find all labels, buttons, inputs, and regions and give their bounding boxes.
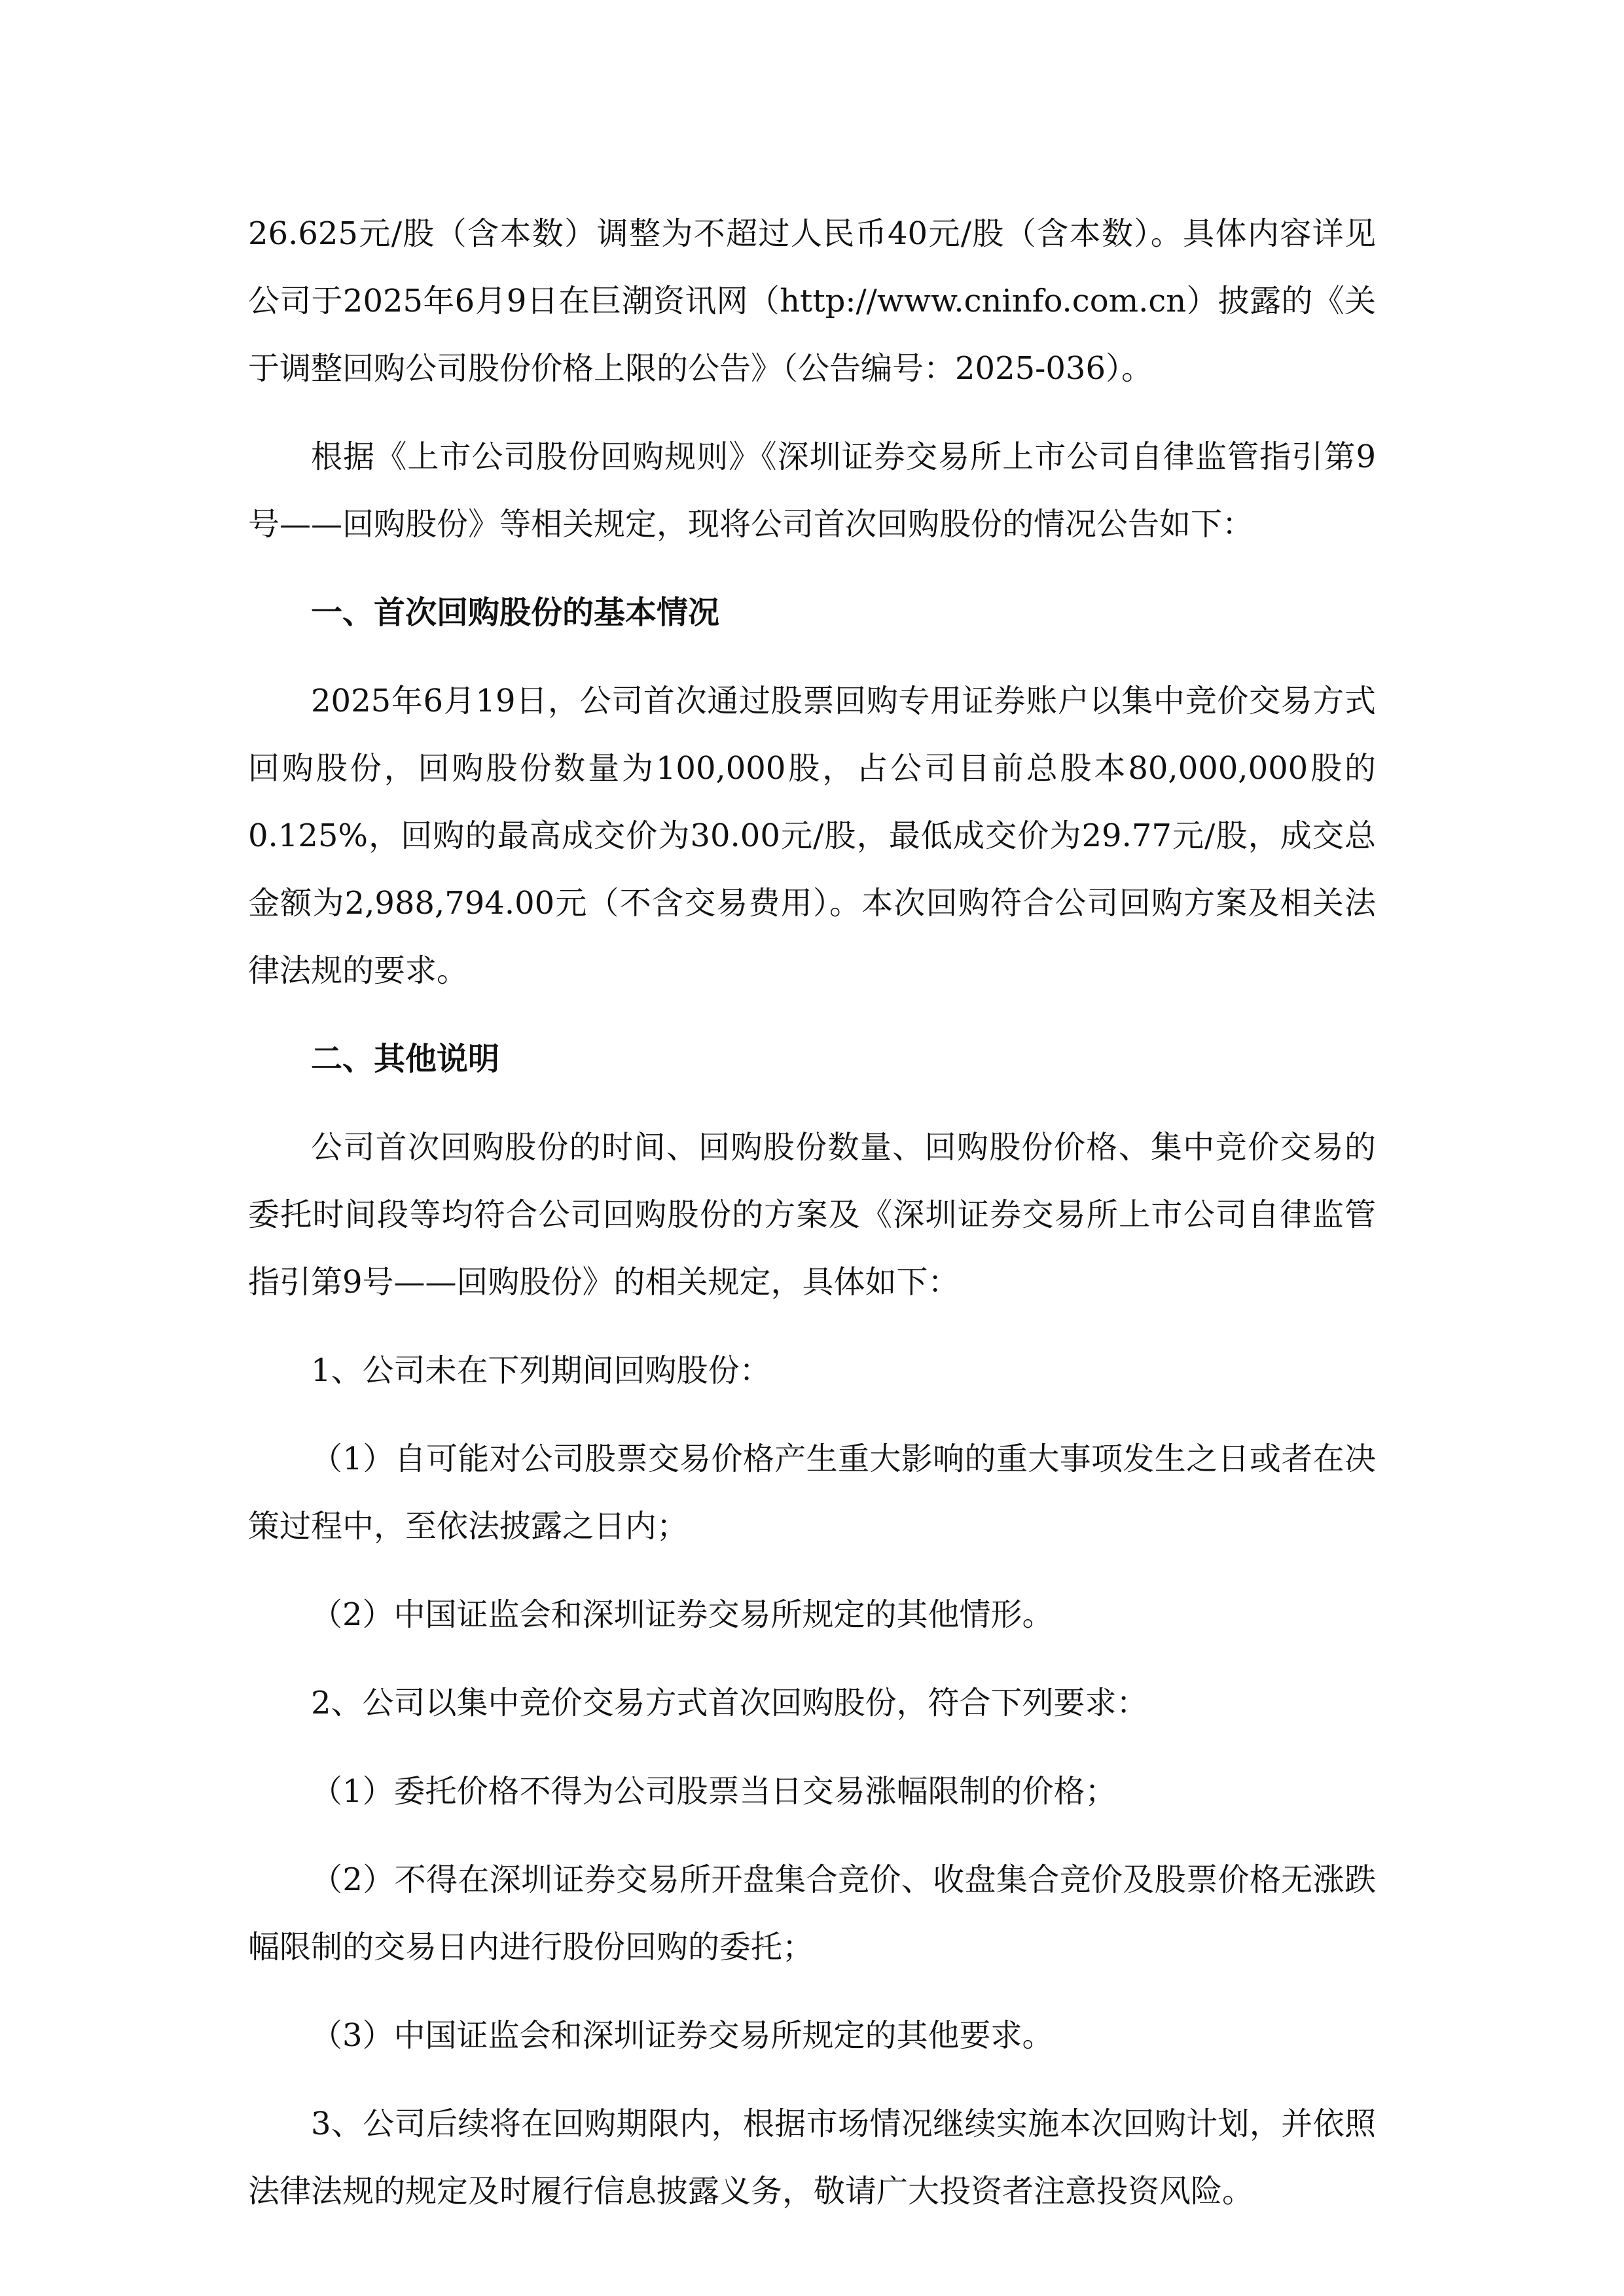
list-item-1: 1、公司未在下列期间回购股份：: [311, 1352, 771, 1389]
list-item-2: 2、公司以集中竞价交易方式首次回购股份，符合下列要求：: [311, 1685, 1148, 1721]
paragraph-price-adjustment: 26.625元/股（含本数）调整为不超过人民币40元/股（含本数）。具体内容详见公司于2025年6月9日在巨潮资讯网（http://www.cninfo.com.cn）披露的《关于调整回购公司股份价格上限的公告》（公告编号：2025-036）。: [248, 215, 1376, 387]
list-item-2-3: （3）中国证监会和深圳证券交易所规定的其他要求。: [311, 2017, 1054, 2054]
list-item-1-1: （1）自可能对公司股票交易价格产生重大影响的重大事项发生之日或者在决策过程中，至依法披露之日内；: [248, 1441, 1376, 1545]
paragraph-compliance-statement: 公司首次回购股份的时间、回购股份数量、回购股份价格、集中竞价交易的委托时间段等均符合公司回购股份的方案及《深圳证券交易所上市公司自律监管指引第9号——回购股份》的相关规定，具体如下：: [248, 1129, 1376, 1300]
paragraph-regulatory-basis: 根据《上市公司股份回购规则》《深圳证券交易所上市公司自律监管指引第9号——回购股份》等相关规定，现将公司首次回购股份的情况公告如下：: [248, 439, 1376, 543]
section-heading-basic-situation: 一、首次回购股份的基本情况: [311, 594, 720, 631]
list-item-3: 3、公司后续将在回购期限内，根据市场情况继续实施本次回购计划，并依照法律法规的规定及时履行信息披露义务，敬请广大投资者注意投资风险。: [248, 2106, 1376, 2210]
list-item-2-1: （1）委托价格不得为公司股票当日交易涨幅限制的价格；: [311, 1773, 1117, 1810]
paragraph-repurchase-details: 2025年6月19日，公司首次通过股票回购专用证券账户以集中竞价交易方式回购股份，回购股份数量为100,000股，占公司目前总股本80,000,000股的0.125%，回购的最高成交价为30.00元/股，最低成交价为29.77元/股，成交总金额为2,988,794.00元（不含交易费用）。本次回购符合公司回购方案及相关法律法规的要求。: [248, 683, 1376, 989]
list-item-2-2: （2）不得在深圳证券交易所开盘集合竞价、收盘集合竞价及股票价格无涨跌幅限制的交易日内进行股份回购的委托；: [248, 1861, 1376, 1965]
list-item-1-2: （2）中国证监会和深圳证券交易所规定的其他情形。: [311, 1596, 1054, 1633]
section-heading-other-notes: 二、其他说明: [311, 1041, 500, 1077]
